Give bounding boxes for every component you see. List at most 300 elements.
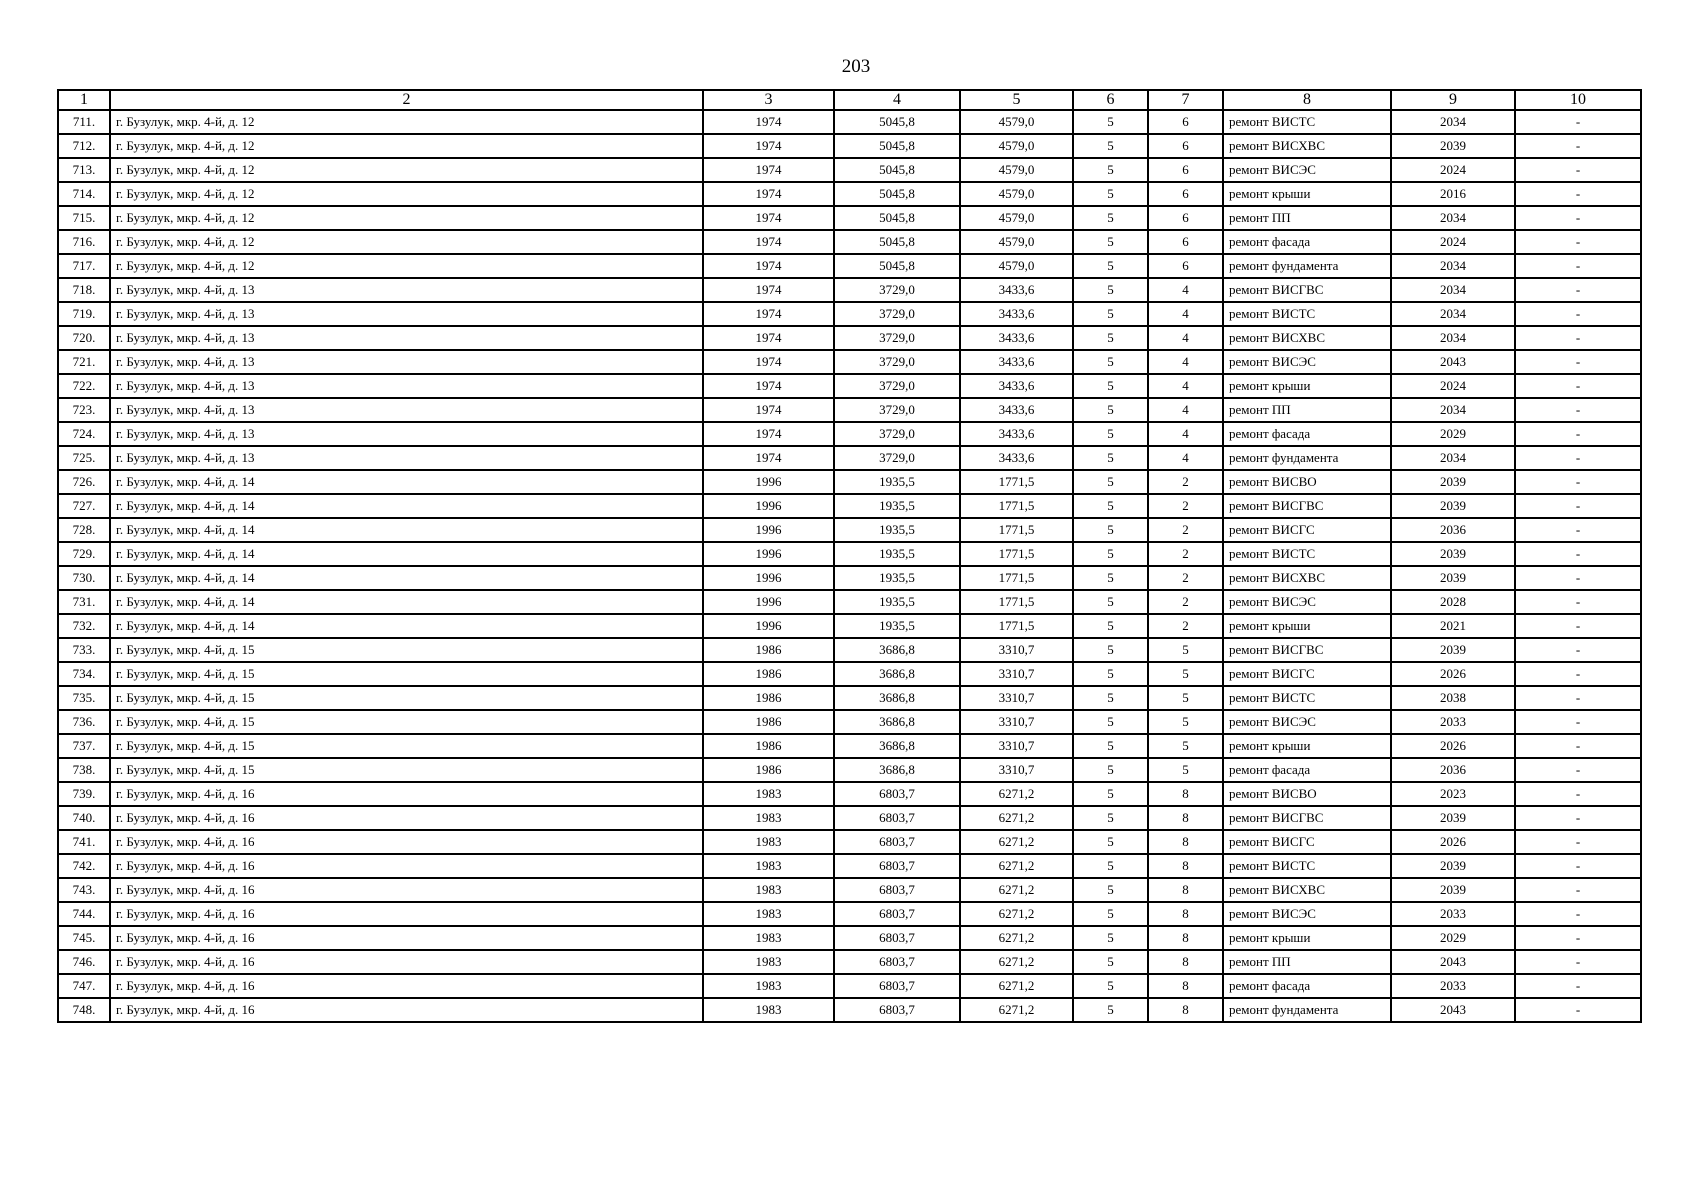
cell-entrances: 6 bbox=[1148, 134, 1223, 158]
cell-floors: 5 bbox=[1073, 230, 1148, 254]
cell-total-area: 3686,8 bbox=[834, 758, 960, 782]
cell-floors: 5 bbox=[1073, 830, 1148, 854]
cell-note: - bbox=[1515, 158, 1641, 182]
cell-planned-year: 2033 bbox=[1391, 974, 1515, 998]
cell-work-type: ремонт фундамента bbox=[1223, 998, 1391, 1022]
cell-year-built: 1974 bbox=[703, 446, 834, 470]
cell-address: г. Бузулук, мкр. 4-й, д. 16 bbox=[110, 950, 703, 974]
cell-floors: 5 bbox=[1073, 878, 1148, 902]
cell-row-number: 746. bbox=[58, 950, 110, 974]
cell-living-area: 4579,0 bbox=[960, 254, 1073, 278]
cell-entrances: 2 bbox=[1148, 542, 1223, 566]
table-row bbox=[58, 158, 1641, 182]
cell-total-area: 6803,7 bbox=[834, 926, 960, 950]
cell-row-number: 717. bbox=[58, 254, 110, 278]
cell-entrances: 8 bbox=[1148, 902, 1223, 926]
cell-planned-year: 2039 bbox=[1391, 566, 1515, 590]
cell-total-area: 6803,7 bbox=[834, 998, 960, 1022]
cell-row-number: 733. bbox=[58, 638, 110, 662]
cell-address: г. Бузулук, мкр. 4-й, д. 13 bbox=[110, 326, 703, 350]
cell-total-area: 1935,5 bbox=[834, 494, 960, 518]
cell-address: г. Бузулук, мкр. 4-й, д. 13 bbox=[110, 350, 703, 374]
cell-row-number: 727. bbox=[58, 494, 110, 518]
cell-row-number: 714. bbox=[58, 182, 110, 206]
cell-living-area: 3310,7 bbox=[960, 734, 1073, 758]
cell-row-number: 715. bbox=[58, 206, 110, 230]
cell-address: г. Бузулук, мкр. 4-й, д. 16 bbox=[110, 806, 703, 830]
table-row bbox=[58, 566, 1641, 590]
cell-entrances: 4 bbox=[1148, 278, 1223, 302]
cell-note: - bbox=[1515, 374, 1641, 398]
cell-note: - bbox=[1515, 638, 1641, 662]
cell-work-type: ремонт фасада bbox=[1223, 422, 1391, 446]
cell-row-number: 723. bbox=[58, 398, 110, 422]
table-row bbox=[58, 254, 1641, 278]
cell-planned-year: 2043 bbox=[1391, 950, 1515, 974]
cell-entrances: 4 bbox=[1148, 374, 1223, 398]
cell-year-built: 1974 bbox=[703, 374, 834, 398]
cell-total-area: 1935,5 bbox=[834, 590, 960, 614]
cell-address: г. Бузулук, мкр. 4-й, д. 15 bbox=[110, 686, 703, 710]
cell-year-built: 1983 bbox=[703, 998, 834, 1022]
cell-work-type: ремонт ВИСЭС bbox=[1223, 710, 1391, 734]
cell-floors: 5 bbox=[1073, 110, 1148, 134]
cell-total-area: 1935,5 bbox=[834, 470, 960, 494]
cell-year-built: 1986 bbox=[703, 758, 834, 782]
cell-year-built: 1974 bbox=[703, 422, 834, 446]
cell-row-number: 712. bbox=[58, 134, 110, 158]
cell-total-area: 1935,5 bbox=[834, 566, 960, 590]
cell-planned-year: 2039 bbox=[1391, 494, 1515, 518]
cell-floors: 5 bbox=[1073, 926, 1148, 950]
cell-note: - bbox=[1515, 902, 1641, 926]
cell-row-number: 731. bbox=[58, 590, 110, 614]
cell-total-area: 6803,7 bbox=[834, 782, 960, 806]
cell-year-built: 1974 bbox=[703, 206, 834, 230]
cell-planned-year: 2034 bbox=[1391, 110, 1515, 134]
cell-entrances: 2 bbox=[1148, 614, 1223, 638]
cell-work-type: ремонт фундамента bbox=[1223, 446, 1391, 470]
cell-living-area: 6271,2 bbox=[960, 902, 1073, 926]
cell-note: - bbox=[1515, 590, 1641, 614]
cell-planned-year: 2039 bbox=[1391, 854, 1515, 878]
cell-work-type: ремонт ВИСЭС bbox=[1223, 350, 1391, 374]
cell-planned-year: 2043 bbox=[1391, 998, 1515, 1022]
cell-planned-year: 2024 bbox=[1391, 230, 1515, 254]
cell-work-type: ремонт фасада bbox=[1223, 758, 1391, 782]
cell-entrances: 4 bbox=[1148, 302, 1223, 326]
cell-total-area: 6803,7 bbox=[834, 854, 960, 878]
cell-entrances: 4 bbox=[1148, 326, 1223, 350]
table-row bbox=[58, 230, 1641, 254]
cell-year-built: 1983 bbox=[703, 854, 834, 878]
table-row bbox=[58, 758, 1641, 782]
cell-living-area: 4579,0 bbox=[960, 206, 1073, 230]
cell-work-type: ремонт ВИСХВС bbox=[1223, 134, 1391, 158]
table-row bbox=[58, 446, 1641, 470]
table-row bbox=[58, 350, 1641, 374]
cell-planned-year: 2039 bbox=[1391, 134, 1515, 158]
cell-living-area: 1771,5 bbox=[960, 518, 1073, 542]
cell-total-area: 5045,8 bbox=[834, 134, 960, 158]
cell-living-area: 1771,5 bbox=[960, 542, 1073, 566]
cell-address: г. Бузулук, мкр. 4-й, д. 12 bbox=[110, 158, 703, 182]
cell-year-built: 1996 bbox=[703, 566, 834, 590]
cell-row-number: 718. bbox=[58, 278, 110, 302]
cell-row-number: 741. bbox=[58, 830, 110, 854]
cell-living-area: 4579,0 bbox=[960, 182, 1073, 206]
cell-living-area: 3310,7 bbox=[960, 758, 1073, 782]
cell-living-area: 3433,6 bbox=[960, 350, 1073, 374]
cell-entrances: 8 bbox=[1148, 950, 1223, 974]
cell-living-area: 6271,2 bbox=[960, 878, 1073, 902]
cell-year-built: 1996 bbox=[703, 470, 834, 494]
cell-row-number: 736. bbox=[58, 710, 110, 734]
cell-address: г. Бузулук, мкр. 4-й, д. 16 bbox=[110, 878, 703, 902]
cell-row-number: 724. bbox=[58, 422, 110, 446]
cell-row-number: 713. bbox=[58, 158, 110, 182]
cell-total-area: 3729,0 bbox=[834, 398, 960, 422]
cell-planned-year: 2029 bbox=[1391, 422, 1515, 446]
cell-entrances: 6 bbox=[1148, 182, 1223, 206]
cell-total-area: 3686,8 bbox=[834, 686, 960, 710]
cell-floors: 5 bbox=[1073, 710, 1148, 734]
cell-address: г. Бузулук, мкр. 4-й, д. 12 bbox=[110, 182, 703, 206]
cell-address: г. Бузулук, мкр. 4-й, д. 14 bbox=[110, 518, 703, 542]
cell-row-number: 728. bbox=[58, 518, 110, 542]
cell-year-built: 1983 bbox=[703, 878, 834, 902]
cell-note: - bbox=[1515, 230, 1641, 254]
cell-total-area: 3729,0 bbox=[834, 374, 960, 398]
cell-living-area: 4579,0 bbox=[960, 158, 1073, 182]
cell-address: г. Бузулук, мкр. 4-й, д. 16 bbox=[110, 854, 703, 878]
table-row bbox=[58, 854, 1641, 878]
cell-planned-year: 2034 bbox=[1391, 446, 1515, 470]
cell-row-number: 716. bbox=[58, 230, 110, 254]
cell-address: г. Бузулук, мкр. 4-й, д. 16 bbox=[110, 782, 703, 806]
cell-work-type: ремонт ВИСЭС bbox=[1223, 902, 1391, 926]
cell-entrances: 8 bbox=[1148, 974, 1223, 998]
table-row bbox=[58, 614, 1641, 638]
cell-work-type: ремонт крыши bbox=[1223, 734, 1391, 758]
cell-planned-year: 2039 bbox=[1391, 878, 1515, 902]
cell-floors: 5 bbox=[1073, 590, 1148, 614]
cell-note: - bbox=[1515, 350, 1641, 374]
cell-work-type: ремонт ВИСГВС bbox=[1223, 638, 1391, 662]
cell-total-area: 5045,8 bbox=[834, 110, 960, 134]
column-header: 10 bbox=[1515, 90, 1641, 110]
cell-floors: 5 bbox=[1073, 662, 1148, 686]
cell-work-type: ремонт ВИСТС bbox=[1223, 686, 1391, 710]
cell-year-built: 1986 bbox=[703, 710, 834, 734]
cell-note: - bbox=[1515, 110, 1641, 134]
cell-floors: 5 bbox=[1073, 854, 1148, 878]
cell-living-area: 6271,2 bbox=[960, 782, 1073, 806]
cell-total-area: 3729,0 bbox=[834, 326, 960, 350]
table-row bbox=[58, 950, 1641, 974]
cell-row-number: 729. bbox=[58, 542, 110, 566]
cell-note: - bbox=[1515, 854, 1641, 878]
cell-entrances: 5 bbox=[1148, 662, 1223, 686]
cell-planned-year: 2026 bbox=[1391, 830, 1515, 854]
table-row bbox=[58, 878, 1641, 902]
cell-entrances: 2 bbox=[1148, 470, 1223, 494]
cell-entrances: 6 bbox=[1148, 158, 1223, 182]
cell-year-built: 1996 bbox=[703, 590, 834, 614]
cell-living-area: 4579,0 bbox=[960, 110, 1073, 134]
cell-note: - bbox=[1515, 518, 1641, 542]
column-header: 7 bbox=[1148, 90, 1223, 110]
cell-total-area: 3686,8 bbox=[834, 662, 960, 686]
cell-address: г. Бузулук, мкр. 4-й, д. 15 bbox=[110, 710, 703, 734]
cell-planned-year: 2039 bbox=[1391, 470, 1515, 494]
cell-entrances: 4 bbox=[1148, 398, 1223, 422]
cell-work-type: ремонт фасада bbox=[1223, 230, 1391, 254]
cell-floors: 5 bbox=[1073, 902, 1148, 926]
table-row bbox=[58, 710, 1641, 734]
cell-note: - bbox=[1515, 542, 1641, 566]
cell-planned-year: 2036 bbox=[1391, 518, 1515, 542]
cell-entrances: 2 bbox=[1148, 494, 1223, 518]
cell-year-built: 1974 bbox=[703, 134, 834, 158]
cell-floors: 5 bbox=[1073, 542, 1148, 566]
cell-row-number: 719. bbox=[58, 302, 110, 326]
table-row bbox=[58, 974, 1641, 998]
cell-note: - bbox=[1515, 254, 1641, 278]
cell-address: г. Бузулук, мкр. 4-й, д. 14 bbox=[110, 470, 703, 494]
cell-note: - bbox=[1515, 830, 1641, 854]
cell-address: г. Бузулук, мкр. 4-й, д. 15 bbox=[110, 758, 703, 782]
table-body bbox=[58, 110, 1641, 1022]
cell-year-built: 1983 bbox=[703, 782, 834, 806]
cell-year-built: 1974 bbox=[703, 278, 834, 302]
cell-floors: 5 bbox=[1073, 278, 1148, 302]
cell-living-area: 3433,6 bbox=[960, 278, 1073, 302]
cell-living-area: 3433,6 bbox=[960, 374, 1073, 398]
cell-address: г. Бузулук, мкр. 4-й, д. 16 bbox=[110, 830, 703, 854]
cell-work-type: ремонт ВИСТС bbox=[1223, 110, 1391, 134]
cell-planned-year: 2021 bbox=[1391, 614, 1515, 638]
cell-floors: 5 bbox=[1073, 302, 1148, 326]
cell-planned-year: 2036 bbox=[1391, 758, 1515, 782]
cell-entrances: 4 bbox=[1148, 350, 1223, 374]
cell-address: г. Бузулук, мкр. 4-й, д. 15 bbox=[110, 638, 703, 662]
table-row bbox=[58, 374, 1641, 398]
cell-address: г. Бузулук, мкр. 4-й, д. 13 bbox=[110, 302, 703, 326]
cell-total-area: 1935,5 bbox=[834, 614, 960, 638]
cell-floors: 5 bbox=[1073, 734, 1148, 758]
table-row bbox=[58, 662, 1641, 686]
cell-living-area: 6271,2 bbox=[960, 950, 1073, 974]
cell-year-built: 1974 bbox=[703, 326, 834, 350]
cell-year-built: 1974 bbox=[703, 398, 834, 422]
cell-planned-year: 2034 bbox=[1391, 302, 1515, 326]
cell-living-area: 6271,2 bbox=[960, 998, 1073, 1022]
table-row bbox=[58, 734, 1641, 758]
table-row bbox=[58, 134, 1641, 158]
cell-row-number: 740. bbox=[58, 806, 110, 830]
cell-living-area: 1771,5 bbox=[960, 614, 1073, 638]
cell-living-area: 1771,5 bbox=[960, 470, 1073, 494]
cell-row-number: 722. bbox=[58, 374, 110, 398]
table-row bbox=[58, 806, 1641, 830]
cell-note: - bbox=[1515, 710, 1641, 734]
cell-living-area: 1771,5 bbox=[960, 590, 1073, 614]
cell-total-area: 6803,7 bbox=[834, 806, 960, 830]
cell-row-number: 738. bbox=[58, 758, 110, 782]
table-row bbox=[58, 494, 1641, 518]
cell-total-area: 5045,8 bbox=[834, 182, 960, 206]
cell-address: г. Бузулук, мкр. 4-й, д. 12 bbox=[110, 230, 703, 254]
cell-total-area: 5045,8 bbox=[834, 158, 960, 182]
cell-work-type: ремонт ПП bbox=[1223, 950, 1391, 974]
cell-planned-year: 2033 bbox=[1391, 710, 1515, 734]
cell-row-number: 742. bbox=[58, 854, 110, 878]
cell-note: - bbox=[1515, 926, 1641, 950]
cell-floors: 5 bbox=[1073, 782, 1148, 806]
cell-address: г. Бузулук, мкр. 4-й, д. 13 bbox=[110, 374, 703, 398]
cell-note: - bbox=[1515, 446, 1641, 470]
cell-year-built: 1983 bbox=[703, 974, 834, 998]
cell-work-type: ремонт ВИСГВС bbox=[1223, 278, 1391, 302]
cell-planned-year: 2034 bbox=[1391, 278, 1515, 302]
table-row bbox=[58, 110, 1641, 134]
cell-address: г. Бузулук, мкр. 4-й, д. 14 bbox=[110, 614, 703, 638]
cell-work-type: ремонт ВИСВО bbox=[1223, 782, 1391, 806]
cell-planned-year: 2043 bbox=[1391, 350, 1515, 374]
cell-planned-year: 2039 bbox=[1391, 638, 1515, 662]
cell-row-number: 721. bbox=[58, 350, 110, 374]
cell-address: г. Бузулук, мкр. 4-й, д. 13 bbox=[110, 422, 703, 446]
cell-address: г. Бузулук, мкр. 4-й, д. 15 bbox=[110, 734, 703, 758]
cell-address: г. Бузулук, мкр. 4-й, д. 13 bbox=[110, 278, 703, 302]
table-row bbox=[58, 422, 1641, 446]
cell-planned-year: 2034 bbox=[1391, 398, 1515, 422]
cell-total-area: 3729,0 bbox=[834, 302, 960, 326]
cell-floors: 5 bbox=[1073, 374, 1148, 398]
cell-planned-year: 2024 bbox=[1391, 158, 1515, 182]
cell-note: - bbox=[1515, 806, 1641, 830]
cell-entrances: 8 bbox=[1148, 854, 1223, 878]
cell-year-built: 1996 bbox=[703, 614, 834, 638]
cell-total-area: 5045,8 bbox=[834, 206, 960, 230]
cell-floors: 5 bbox=[1073, 446, 1148, 470]
cell-total-area: 5045,8 bbox=[834, 230, 960, 254]
cell-entrances: 8 bbox=[1148, 806, 1223, 830]
cell-address: г. Бузулук, мкр. 4-й, д. 16 bbox=[110, 974, 703, 998]
cell-note: - bbox=[1515, 950, 1641, 974]
table-row bbox=[58, 326, 1641, 350]
cell-row-number: 735. bbox=[58, 686, 110, 710]
cell-address: г. Бузулук, мкр. 4-й, д. 14 bbox=[110, 542, 703, 566]
cell-note: - bbox=[1515, 278, 1641, 302]
cell-note: - bbox=[1515, 734, 1641, 758]
cell-total-area: 3686,8 bbox=[834, 734, 960, 758]
cell-note: - bbox=[1515, 878, 1641, 902]
table-row bbox=[58, 518, 1641, 542]
cell-row-number: 726. bbox=[58, 470, 110, 494]
cell-year-built: 1974 bbox=[703, 230, 834, 254]
cell-address: г. Бузулук, мкр. 4-й, д. 13 bbox=[110, 398, 703, 422]
page-number: 203 bbox=[841, 56, 871, 77]
cell-row-number: 711. bbox=[58, 110, 110, 134]
cell-living-area: 3310,7 bbox=[960, 710, 1073, 734]
cell-address: г. Бузулук, мкр. 4-й, д. 14 bbox=[110, 566, 703, 590]
cell-year-built: 1983 bbox=[703, 806, 834, 830]
cell-living-area: 6271,2 bbox=[960, 806, 1073, 830]
cell-floors: 5 bbox=[1073, 158, 1148, 182]
cell-living-area: 4579,0 bbox=[960, 134, 1073, 158]
cell-floors: 5 bbox=[1073, 494, 1148, 518]
cell-total-area: 6803,7 bbox=[834, 974, 960, 998]
cell-living-area: 3310,7 bbox=[960, 662, 1073, 686]
cell-work-type: ремонт ВИСГС bbox=[1223, 518, 1391, 542]
table-row bbox=[58, 686, 1641, 710]
cell-work-type: ремонт ВИСХВС bbox=[1223, 566, 1391, 590]
cell-note: - bbox=[1515, 470, 1641, 494]
cell-row-number: 734. bbox=[58, 662, 110, 686]
cell-address: г. Бузулук, мкр. 4-й, д. 16 bbox=[110, 998, 703, 1022]
cell-row-number: 739. bbox=[58, 782, 110, 806]
cell-work-type: ремонт ВИСГС bbox=[1223, 662, 1391, 686]
cell-total-area: 3729,0 bbox=[834, 350, 960, 374]
column-header: 6 bbox=[1073, 90, 1148, 110]
cell-note: - bbox=[1515, 566, 1641, 590]
cell-living-area: 3433,6 bbox=[960, 398, 1073, 422]
cell-work-type: ремонт фундамента bbox=[1223, 254, 1391, 278]
cell-year-built: 1996 bbox=[703, 494, 834, 518]
cell-note: - bbox=[1515, 686, 1641, 710]
cell-total-area: 1935,5 bbox=[834, 542, 960, 566]
cell-living-area: 6271,2 bbox=[960, 926, 1073, 950]
cell-row-number: 732. bbox=[58, 614, 110, 638]
table-row bbox=[58, 542, 1641, 566]
table-row bbox=[58, 302, 1641, 326]
cell-floors: 5 bbox=[1073, 134, 1148, 158]
column-header: 9 bbox=[1391, 90, 1515, 110]
cell-floors: 5 bbox=[1073, 206, 1148, 230]
cell-planned-year: 2034 bbox=[1391, 206, 1515, 230]
cell-floors: 5 bbox=[1073, 614, 1148, 638]
cell-note: - bbox=[1515, 782, 1641, 806]
cell-work-type: ремонт ВИСТС bbox=[1223, 302, 1391, 326]
cell-total-area: 3686,8 bbox=[834, 710, 960, 734]
column-header: 5 bbox=[960, 90, 1073, 110]
cell-planned-year: 2039 bbox=[1391, 806, 1515, 830]
capital-repair-table bbox=[57, 89, 1642, 1023]
cell-year-built: 1986 bbox=[703, 638, 834, 662]
cell-floors: 5 bbox=[1073, 254, 1148, 278]
cell-address: г. Бузулук, мкр. 4-й, д. 16 bbox=[110, 926, 703, 950]
cell-year-built: 1974 bbox=[703, 110, 834, 134]
cell-year-built: 1986 bbox=[703, 686, 834, 710]
cell-note: - bbox=[1515, 398, 1641, 422]
cell-note: - bbox=[1515, 758, 1641, 782]
cell-living-area: 3433,6 bbox=[960, 422, 1073, 446]
cell-address: г. Бузулук, мкр. 4-й, д. 12 bbox=[110, 110, 703, 134]
cell-year-built: 1996 bbox=[703, 542, 834, 566]
cell-work-type: ремонт ВИСВО bbox=[1223, 470, 1391, 494]
table-row bbox=[58, 182, 1641, 206]
column-header: 1 bbox=[58, 90, 110, 110]
cell-planned-year: 2039 bbox=[1391, 542, 1515, 566]
cell-year-built: 1974 bbox=[703, 158, 834, 182]
cell-floors: 5 bbox=[1073, 518, 1148, 542]
cell-living-area: 1771,5 bbox=[960, 566, 1073, 590]
cell-work-type: ремонт ВИСГВС bbox=[1223, 806, 1391, 830]
cell-work-type: ремонт ВИСТС bbox=[1223, 542, 1391, 566]
cell-total-area: 6803,7 bbox=[834, 950, 960, 974]
